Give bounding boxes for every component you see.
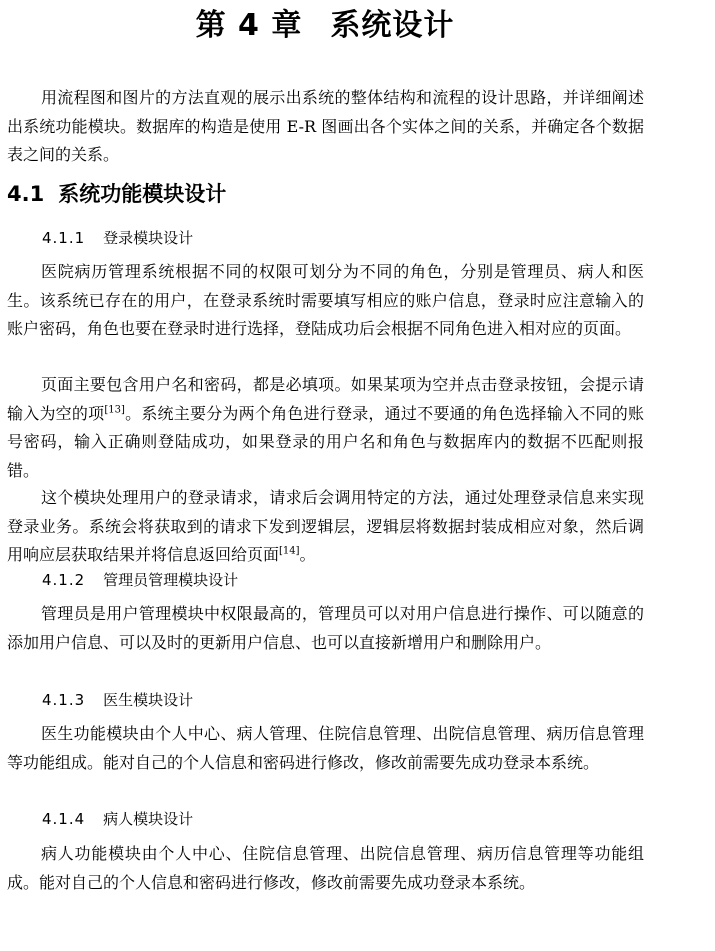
citation-13: [13] <box>104 404 125 416</box>
paragraph-text: 页面主要包含用户名和密码，都是必填项。如果某项为空并点击登录按钮，会提示请输入为空的项 <box>7 375 644 423</box>
subsection-name: 医生模块设计 <box>103 691 194 709</box>
subsection-name: 病人模块设计 <box>103 810 194 828</box>
subsection-heading-doctor <box>42 689 193 711</box>
citation-14: [14] <box>279 545 300 557</box>
subsection-heading-patient <box>42 808 193 830</box>
subsection-number: 4.1.1 <box>42 229 86 247</box>
subsection-name: 登录模块设计 <box>103 229 194 247</box>
section-number: 4.1 <box>7 182 45 206</box>
doctor-paragraph: 医生功能模块由个人中心、病人管理、住院信息管理、出院信息管理、病历信息管理等功能组成。能对自己的个人信息和密码进行修改，修改前需要先成功登录本系统。 <box>7 724 644 772</box>
login-paragraph-3 <box>7 484 644 570</box>
subsection-heading-admin <box>42 569 238 591</box>
chapter-number: 第 4 章 <box>195 8 303 43</box>
section-name: 系统功能模块设计 <box>58 182 227 206</box>
login-paragraph-2 <box>7 371 644 485</box>
subsection-number: 4.1.3 <box>42 691 86 709</box>
intro-paragraph: 用流程图和图片的方法直观的展示出系统的整体结构和流程的设计思路，并详细阐述出系统功能模块。数据库的构造是使用 E-R 图画出各个实体之间的关系，并确定各个数据表之间的关系。 <box>7 88 644 164</box>
paragraph-text: 这个模块处理用户的登录请求，请求后会调用特定的方法，通过处理登录信息来实现登录业务。系统会将获取到的请求下发到逻辑层，逻辑层将数据封装成相应对象，然后调用响应层获取结果并将信息返回给页面 <box>7 488 644 564</box>
patient-paragraph: 病人功能模块由个人中心、住院信息管理、出院信息管理、病历信息管理等功能组成。能对自己的个人信息和密码进行修改，修改前需要先成功登录本系统。 <box>7 844 644 892</box>
paragraph-text: 。系统主要分为两个角色进行登录，通过不要通的角色选择输入不同的账号密码，输入正确则登陆成功，如果登录的用户名和角色与数据库内的数据不匹配则报错。 <box>7 403 644 480</box>
subsection-number: 4.1.2 <box>42 571 86 589</box>
chapter-name: 系统设计 <box>330 8 455 43</box>
paragraph-text: 。 <box>299 545 316 564</box>
section-heading <box>7 180 226 208</box>
admin-paragraph: 管理员是用户管理模块中权限最高的，管理员可以对用户信息进行操作、可以随意的添加用户信息、可以及时的更新用户信息、也可以直接新增用户和删除用户。 <box>7 604 644 652</box>
subsection-name: 管理员管理模块设计 <box>103 571 239 589</box>
chapter-title <box>0 6 650 46</box>
login-paragraph-1: 医院病历管理系统根据不同的权限可划分为不同的角色，分别是管理员、病人和医生。该系统已存在的用户，在登录系统时需要填写相应的账户信息，登录时应注意输入的账户密码，角色也要在登录时进行选择，登陆成功后会根据不同角色进入相对应的页面。 <box>7 262 644 338</box>
subsection-heading-login <box>42 227 193 249</box>
subsection-number: 4.1.4 <box>42 810 86 828</box>
